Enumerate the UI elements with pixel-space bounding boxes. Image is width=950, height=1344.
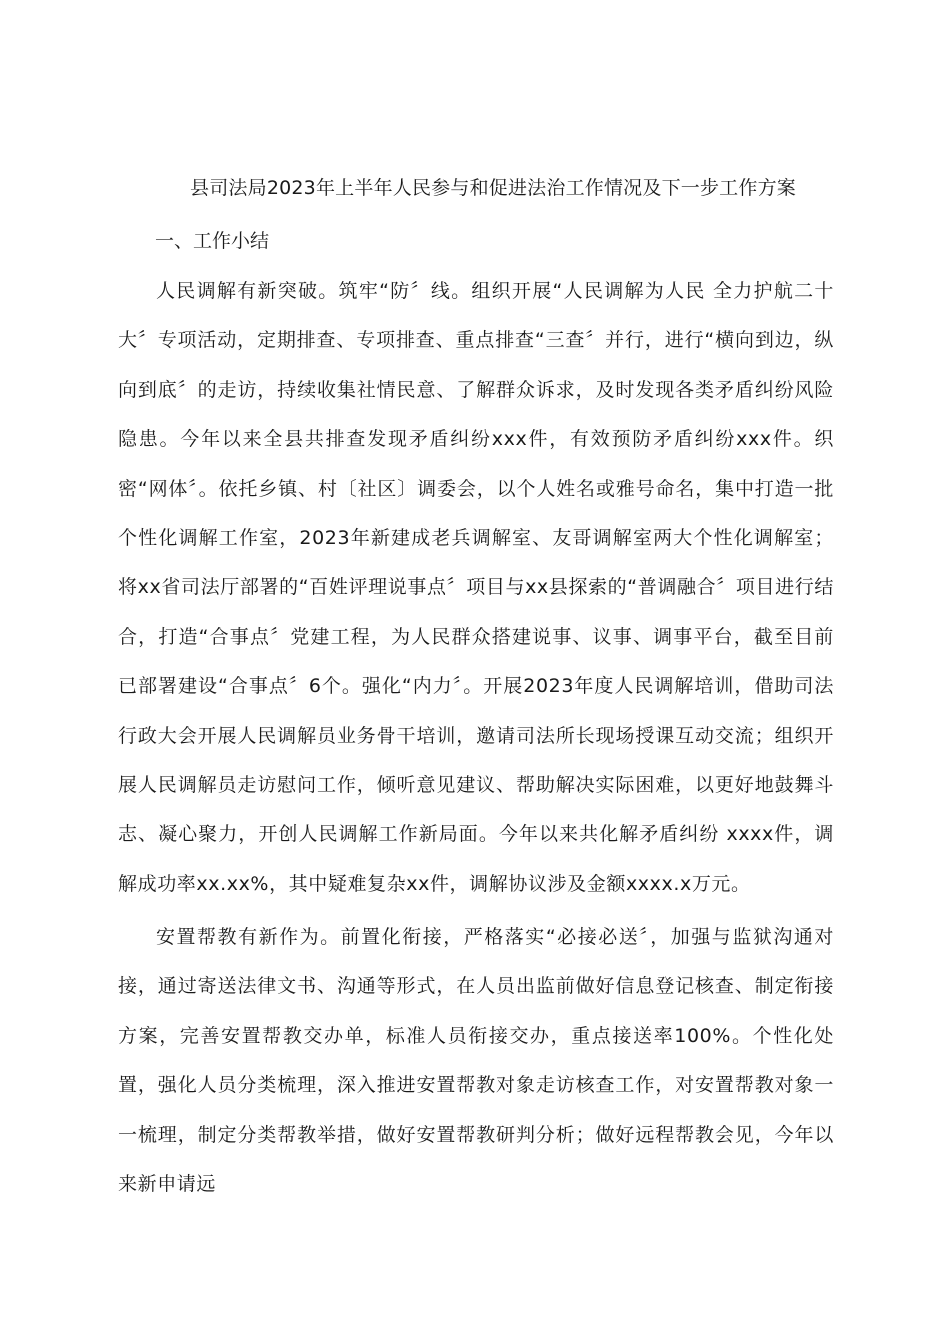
- paragraph-people-mediation: 人民调解有新突破。筑牢“防〞线。组织开展“人民调解为人民 全力护航二十大〞专项活动，定期排查、专项排查、重点排查“三查〞并行，进行“横向到边，纵向到底〞的走访，持续收集社情民意、了解群众诉求，及时发现各类矛盾纠纷风险隐患。今年以来全县共排查发现矛盾纠纷xxx件，有效预防矛盾纠纷xxx件。织密“网体〞。依托乡镇、村〔社区〕调委会，以个人姓名或雅号命名，集中打造一批个性化调解工作室，2023年新建成老兵调解室、友哥调解室两大个性化调解室；将xx省司法厅部署的“百姓评理说事点〞项目与xx县探索的“普调融合〞项目进行结合，打造“合事点〞党建工程，为人民群众搭建说事、议事、调事平台，截至目前已部署建设“合事点〞6个。强化“内力〞。开展2023年度人民调解培训，借助司法行政大会开展人民调解员业务骨干培训，邀请司法所长现场授课互动交流；组织开展人民调解员走访慰问工作，倾听意见建议、帮助解决实际困难，以更好地鼓舞斗志、凝心聚力，开创人民调解工作新局面。今年以来共化解矛盾纠纷 xxxx件，调解成功率xx.xx%，其中疑难复杂xx件，调解协议涉及金额xxxx.x万元。: [118, 280, 834, 895]
- paragraph-resettlement-assistance: 安置帮教有新作为。前置化衔接，严格落实“必接必送〞，加强与监狱沟通对接，通过寄送法律文书、沟通等形式，在人员出监前做好信息登记核查、制定衔接方案，完善安置帮教交办单，标准人员衔接交办，重点接送率100%。个性化处置，强化人员分类梳理，深入推进安置帮教对象走访核查工作，对安置帮教对象一一梳理，制定分类帮教举措，做好安置帮教研判分析；做好远程帮教会见，今年以来新申请远: [118, 926, 834, 1196]
- section-heading-summary: 一、工作小结: [155, 230, 270, 252]
- document-title: 县司法局2023年上半年人民参与和促进法治工作情况及下一步工作方案: [190, 177, 796, 199]
